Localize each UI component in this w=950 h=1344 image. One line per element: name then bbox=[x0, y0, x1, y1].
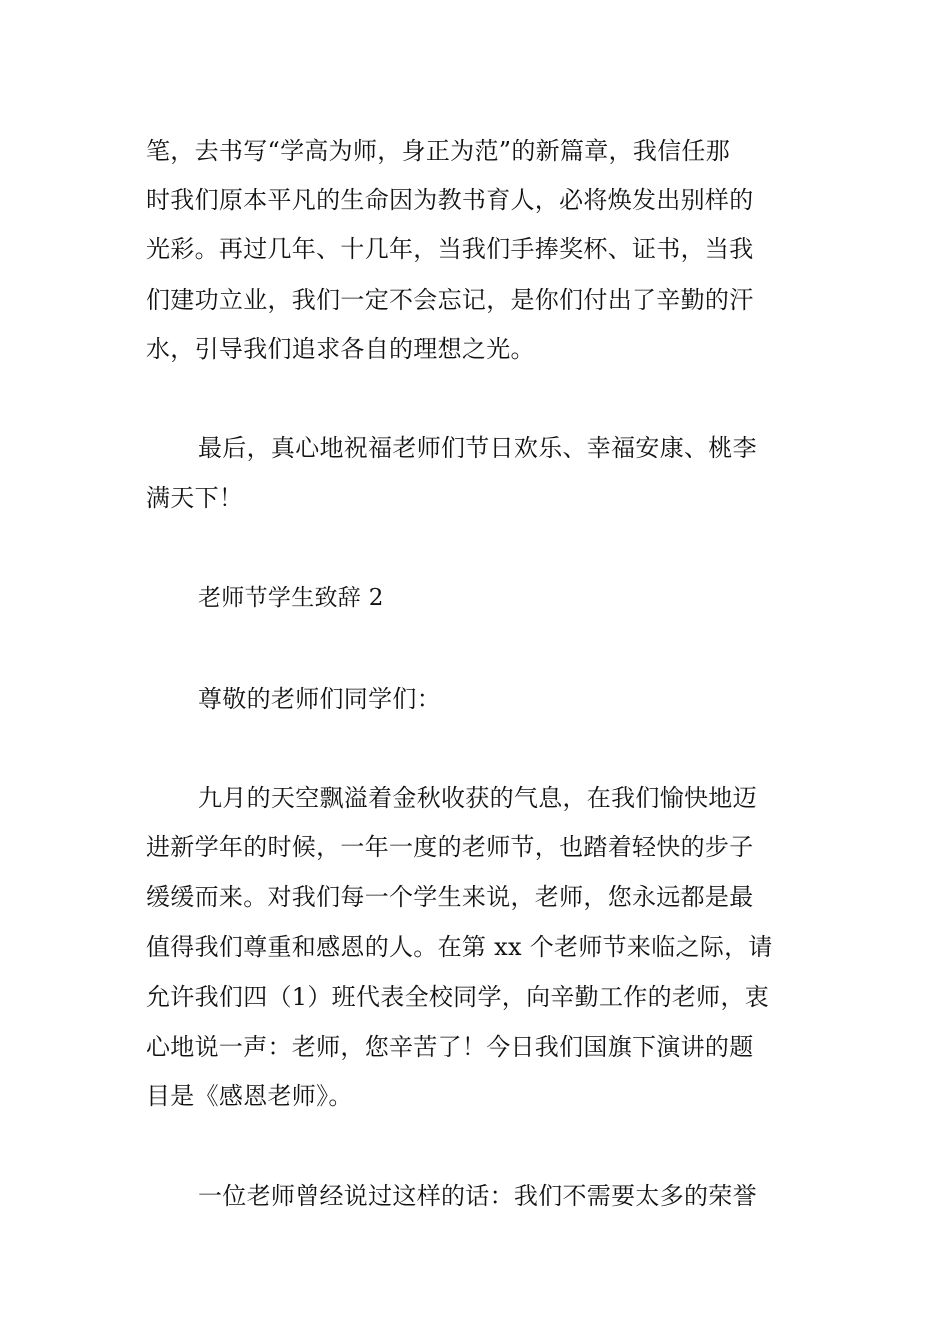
paragraph-1-line-3: 光彩。再过几年、十几年，当我们手捧奖杯、证书，当我 bbox=[146, 235, 754, 263]
paragraph-4-line-1: 一位老师曾经说过这样的话：我们不需要太多的荣誉 bbox=[198, 1182, 757, 1210]
paragraph-2-line-1: 最后，真心地祝福老师们节日欢乐、幸福安康、桃李 bbox=[198, 434, 757, 462]
paragraph-3-line-6: 心地说一声：老师，您辛苦了！今日我们国旗下演讲的题 bbox=[146, 1033, 754, 1061]
paragraph-3-line-7: 目是《感恩老师》。 bbox=[146, 1082, 353, 1110]
paragraph-1-line-1: 笔，去书写“学高为师，身正为范”的新篇章，我信任那 bbox=[146, 137, 731, 165]
paragraph-3-line-3: 缓缓而来。对我们每一个学生来说，老师，您永远都是最 bbox=[146, 883, 754, 911]
paragraph-1-line-4: 们建功立业，我们一定不会忘记，是你们付出了辛勤的汗 bbox=[146, 286, 754, 314]
paragraph-3-line-2: 进新学年的时候，一年一度的老师节，也踏着轻快的步子 bbox=[146, 833, 754, 861]
greeting: 尊敬的老师们同学们： bbox=[198, 685, 441, 713]
paragraph-1-line-5: 水，引导我们追求各自的理想之光。 bbox=[146, 335, 535, 363]
paragraph-2-line-2: 满天下！ bbox=[146, 484, 244, 512]
paragraph-3-line-1: 九月的天空飘溢着金秋收获的气息，在我们愉快地迈 bbox=[198, 784, 757, 812]
paragraph-3-line-4: 值得我们尊重和感恩的人。在第 xx 个老师节来临之际，请 bbox=[146, 933, 773, 961]
paragraph-1-line-2: 时我们原本平凡的生命因为教书育人，必将焕发出别样的 bbox=[146, 186, 754, 214]
section-title: 老师节学生致辞 2 bbox=[198, 585, 384, 611]
paragraph-3-line-5: 允许我们四（1）班代表全校同学，向辛勤工作的老师，衷 bbox=[146, 983, 770, 1011]
